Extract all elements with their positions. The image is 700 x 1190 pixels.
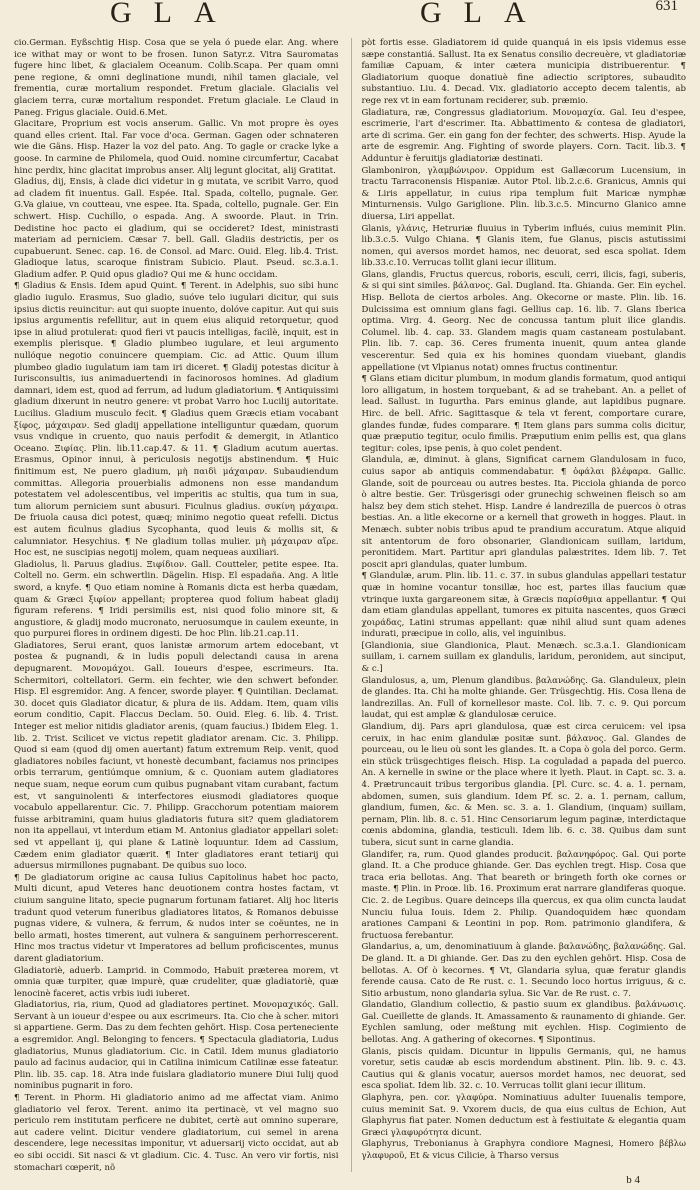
right-column-text: pòt fortis esse. Gladiatorem id quide quanquá in eis ipsis videmus esse sæpe constantiá. Sallust. Ita ex Senatus consilio decreuère, vt gladiatoriæ familiæ Capuam, & inter cætera municipia distribuerentur. ¶ Gladiatorium quoque donatiuè fine adiectio scriptores, subaudito substantiuo. Liu. 4. Decad. Vix. gladiatorio accepto decem talentis, ab rege rex vt in eam fortunam reciderer, sub. præmio. Gladiatura, ræ, Congressus gladiatorium. Μονομαχία. Gal. Ieu d'espee, escrimerie, l'art d'escrimer. Ita. Abbattimento & contesa de gladiatori, arte di scrima. Ger. ein gang fon der fechter, des schwerts. Hisp. Ayude la arte de esgremir. Ang. Fighting of sworde players. Corn. Tacit. lib.3. ¶ Adduntur è feruitijs gladiatoriæ destinati. Glamboniron, γλαμβώνιρον. Oppidum est Gallæcorum Lucensium, in tractu Tarraconensis Hispaniæ. Autor Ptol. lib.2.c.6. Granicus, Amnis qui & Liris appellatur, in cuius ripa templum fuit Maricæ nymphæ Minturnensis. Vulgo Gariglione. Plin. lib.3.c.5. Mincurno Glanico amne diuersa, Liri appellat. Glanis, γλάνις, Hetruriæ fluuius in Tyberim influés, cuius meminit Plin. lib.3.c.5. Vulgo Chiana. ¶ Glanis item, fue Glanus, piscis astutissimi nomen, qui aversos mordet hamos, nec deuorat, sed esca spoliat. Idem lib.33.c.10. Verrucas tollit glani iecur illitum. Glans, glandis, Fructus quercus, roboris, esculi, cerri, ilicis, fagi, suberis, & si qui sint similes. βάλανος. Gal. Dugland. Ita. Ghianda. Ger. Ein eychel. Hisp. Bellota de ciertos arboles. Ang. Okecorne or maste. Plin. lib. 16. Dulcissima est omnium glans fagi. Gellius cap. 16. lib. 7. Glans Iberica optima. Virg. 4. Georg. Nec de concussa tantum pluit ilice glandis. Columel. lib. 4. cap. 33. Glandem magis quam castaneam postulabant. Plin. lib. 7. cap. 36. Ceres frumenta inuenit, quum antea glande vescerentur. Sed quia ex his homines quondam viuebant, glandis appellatione (vt Vlpianus notat) omnes fructus continentur. ¶ Glans etiam dicitur plumbum, in modum glandis formatum, quod antiqui loro alligatum, in hostem torquebant, & ad se trahebant. An. a pellet of lead. Sallust. in Iugurtha. Pars eminus glande, aut lapidibus pugnare. Hirc. de bell. Afric. Sagittasque & tela vt ferent, comportare curare, glandes fundæ, fudes comparare. ¶ Item glans pars summa colis dicitur, quæ præputio tegitur, oculo fimilis. Præputium enim pellis est, qua glans tegitur: coles, ipse penis, à quo colet pendent. Glandula, æ, diminut. à glans, Significat carnem Glandulosam in fuco, cuius sapor ab antiquis commendabatur. ¶ ὀφάλαι βλέφαρα. Gallic. Glande, soit de pourceau ou autres bestes. Ita. Picciola ghianda de porco ò altre bestie. Ger. Trüsgerisgi oder grunechig schweinen fleisch so am halsz bey dem stich stehet. Hisp. Landre é landrezilla de puercos ò otras bestias. An. a litle ekecorne or a kernell that groweth in hogges. Plaut. in Menæch. subter nobis tribus apud te prandium accuratum. Atque aliquid sit antentorum de foro obsonarier, Glandionicam suillam, laridum, peronitidem. Mart. Partitur apri glandulas palæstrites. Idem lib. 7. Tet poscit apri glandulas, quater lumbum. ¶ Glandulæ, arum. Plin. lib. 11. c. 37. in subus glandulas appellari testatur quæ in homine vocantur tonsillæ, hoc est, partes illas faucium quæ vtrinque iuxta gargareonem sitæ, à Græcis παρίσθμια appellantur. ¶ Qui dam etiam glandulas appellant, tumores ex pituita nascentes, quos Græci χοιράδας, Latini strumas appellant: quæ nihil aliud sunt quam adenes indurati, præcipue in collo, alis, vel inguinibus. [Glandionia, siue Glandionica, Plaut. Menæch. sc.3.a.1. Glandionicam suillam, i. carnem suillam ex glandulis, laridum, peronidem, aut sinciput, & c.] Glandulosus, a, um, Plenum glandibus. βαλανώδης. Ga. Glanduleux, plein de glandes. Ita. Chi ha molte ghiande. Ger. Trüsgechtig. His. Cosa llena de landrezillas. An. Full of kornellesor maste. Col. lib. 7. c. 9. Qui porcum laudat, qui est amplæ & glandulosæ ceruice. Glandium, dij. Pars apri glandulosa, quæ est circa ceruicem: vel ipsa ceruix, in hac enim glandulæ positæ sunt. βάλανος. Gal. Glandes de pourceau, ou le lieu où sont les glandes. It. a Copa ò gola del porco. Germ. ein stück trüsgechtiges fleisch. Hisp. La coguladad a papada del puerco. An. A kernelle in swine or the place where it lyeth. Plaut. in Capt. sc. 3. a. 4. Prætruncauit tribus tergoribus glandia. [Pl. Curc. sc. 4. a. 1. pernam, abdomen, sumen, suis glandium. Idem Pf. sc. 2. a. 1. pernam, callum, glandium, fumen, &c. & Men. sc. 3. a. 1. Glandium, (inquam) suillam, pernam, Plin. lib. 8. c. 51. Hinc Censoriarum legum paginæ, interdictaque cœnis abdomina, glandia, testiculi. Idem lib. 6. c. 38. Quibus dam sunt tubera, sicut sunt in carne glandia. Glandifer, ra, rum. Quod glandes producit. βαλανηφόρος. Gal. Qui porte gland. It. a Che produce ghiande. Ger. Das eychlen tregt. Hisp. Cosa que traca eria bellotas. Ang. That beareth or bringeth forth oke cornes or maste. ¶ Plin. in Proœ. lib. 16. Proximum erat narrare glandiferas quoque. Cic. 2. de Legibus. Quare deinceps illa quercus, ex qua olim cuncta laudat Nunciu fulua Iouis. Idem 2. Philip. Quandoquidem hæc quondam arationes Campani & Leontini in pop. Rom. patrimonio glandifera, & fructuosa ferebantur. Glandarius, a, um, denominatiuum à glande. βαλανώδης, βαλανώδης. Gal. De gland. It. a Di ghiande. Ger. Das zu den eychlen gehört. Hisp. Cosa de bellotas. A. Of ò kecornes. ¶ Vt, Glandaria sylua, quæ feratur glandis ferende causa. Cato de Re rust. c. 1. Secundo loco hortus irriguus, & c. Sitio arbustum, nono glandaria sylua. Sic Var. de Re rust. c. 7. Glandatio, Glandium collectio, & pastio suum ex glandibus. βαλάνωσις. Gal. Cueillette de glands. It. Amassamento & raunamento di ghiande. Ger. Eychlen samlung, oder meßtung mit eychlen. Hisp. Cogimiento de bellotas. Ang. A gathering of okecornes. ¶ Sipontinus. Glanis, piscis quidam. Dicuntur in lippulis Germanis, qui, ne hamus voretur, setis caudæ ab escis mordendum abstinent. Plin. lib. 9. c. 43. Cautius qui & glanis vocatur, auersos mordet hamos, nec deuorat, sed esca spoliat. Idem lib. 32. c. 10. Verrucas tollit glani iecur illitum. Glaphyra, pen. cor. γλαφύρα. Nominatiuus adulter Iuuenalis tempore, cuius meminit Sat. 9. Vxorem ducis, de qua eius cultus de Echion, Aut Glaphyrus fiat pater. Nomen deductum est à festiuitate & elegantia quam Græci γλαφυρότητα dicunt. Glaphyrus, Trebonianus à Graphyra condiore Magnesi, Homero βέβλω γλαφυροῦ, Et & vicus Cilicie, à Tharso versus (361, 38, 686, 1161)
left-column-text: cio.German. Eyßschtig Hisp. Cosa que se yela ó puede elar. Ang. where ice withat may or wont to be frosen. Iunon Satyr.z. Vitra Sauromatas fugere hinc libet, & glacialem Oceanum. Colib.Scapa. Per quam omni pene regione, & omni deglinatione mundi, nihil tamen glaciale, vel frementia, curæ mortalium respondet. Fretum glaciale. Glacialis vel glaciem terra, curæ mortalium respondet. Fretum glaciale. Le Claud in Paneg. Frigus glaciale. Ouid.6.Met. Glacitare, Proprium est vocis anserum. Gallic. Vn mot propre ès oyes quand elles crient. Ital. Far voce d'oca. German. Gagen oder schnateren wie die Gäns. Hisp. Hazer la voz del pato. Ang. To gagle or cracke lyke a goose. In carmine de Philomela, quod Ouid. nomine circumfertur, Cacabat hinc perdix, hinc glacitat improbus anser. Alij legunt glocitat, alij Gratitat. Gladius, dij, Ensis, à clade dici videtur in g mutata, ve scribit Varro, quod ad cladem fit inuentus. Gall. Espée. Ital. Spada, coltello, pugnale. Ger. G.Va glaiue, vn coutteau, vne espee. Ita. Spada, coltello, pugnale. Ger. Ein schwert. Hisp. Cuchillo, o espada. Ang. A swoorde. Plaut. in Trin. Dedistine hoc pacto ei gladium, qui se occideret? Idest, ministrasti materiam ad perniciem. Cæsar 7. bell. Gall. Gladiis destrictis, per os cupabuerunt. Senec. cap. 16. de Consol. ad Marc. Ouid. Eleg. lib.4. Trist. Gladioque latus, scaroque finistram Subicio. Plaut. Pseud. sc.3.a.1. Gladium adfer. P. Quid opus gladio? Qui me & hunc occidam. ¶ Gladius & Ensis. Idem apud Quint. ¶ Terent. in Adelphis, suo sibi hunc gladio iugulo. Erasmus, Suo gladio, suóve telo iugulari dicitur, qui suis ipsius dictis reuincitur: aut qui suopte inuento, dolóve capitur. Aut qui suis ipsius argumentis refellitur, aut in quem eius aliquid retorquetur, quod ipse in aliud protulerat: quod fieri vt paucis intelligas, facilè, inquit, est in exemplis plerisque. ¶ Gladio plumbeo iugulare, et leui argumento nullóque negotio conuincere quempiam. Cic. ad Attic. Quum illum plumbeo gladio iugulatum iam tam iri diceret. ¶ Gladij potestas dicitur à Iurisconsultis, ius animaduertendi in facinorosos homines. Ad gladium damnari, idem est, quod ad ferrum, ad ludum gladiatorium. ¶ Antiquissimi gladium dixerunt in neutro genere: vt probat Varro hoc Lucilij autoritate. Lucilius. Gladium musculo fecit. ¶ Gladius quem Græcis etiam vocabant ξίφος, μάχαιραν. Sed gladij appellatione intelliguntur quædam, quorum vsus vndique in cruento, quo nauis perfodit & demergit, in Atlantico Oceano. Ξιφίας. Plin. lib.11.cap.47. & 11. ¶ Gladium acutum auertas. Erasmus, Opinor innui, à periculosis negotijs abstinendum. ¶ Huic finitimum est, Ne puero gladium, μὴ παιδὶ μάχαιραν. Subaudiendum committas. Allegoria prouerbialis admonens non esse mandandum potestatem vel adolescentibus, vel imperitis ac stultis, qua tum in sua, tum aliorum perniciem sunt abusuri. Ficulnus gladius. συκίνη μάχαιρα. De friuola causa dici potest, quæq; minimo negotio queat refelli. Dictus est autem ficulnus gladius Sycophanta, quod leuis & mollis sit, & calumniator. Hesychius. ¶ Ne gladium tollas mulier. μὴ μάχαιραν αἴρε. Hoc est, ne suscipias negotij molem, quam nequeas auxiliari. Gladiolus, li. Paruus gladius. Ξιφίδιον. Gall. Coutteler, petite espee. Ita. Coltell no. Germ. ein schwertlin. Dägelin. Hisp. El espadaña. Ang. A litle sword, a knyfe. ¶ Quo etiam nomine à Romanis dicta est herba quædam, quam & Græci ξιφίον appellant; propterea quod folium habeat gladij figuram referens. ¶ Iridi persimilis est, nisi quod folio minore sit, & angustiore, & gladij modo mucronato, neruosumque in caulem exeunte, in quo purpurei flores in ordinem digesti. De hoc Plin. lib.21.cap.11. Gladiatores, Serui erant, quos lanistæ armorum artem edocebant, vt postea & pugnandi, & in ludis populi delectandi causa in arena depugnarent. Μονομάχοι. Gall. Ioueurs d'espee, escrimeurs. Ita. Schermitori, coltellatori. Germ. ein fechter, wie den schwert befonder. Hisp. El esgremidor. Ang. A fencer, sworde player. ¶ Quintilian. Declamat. 30. docet quis Gladiator dicatur, & plura de iis. Addam. Item, quam vilis eorum conditio, Capit. Flaccus Declam. 50. Ouid. Eleg. 6. lib. 4. Trist. Integer est melior nitidis gladiator arenis, (quam faucius.) Ibidem Eleg. 1. lib. 2. Trist. Scilicet ve victus repetit gladiator arenam. Cic. 3. Philipp. Quod si eam (quod dij omen auertant) fatum extremum Reip. venit, quod gladiatores nobiles faciunt, vt honestè decumbant, faciamus nos principes orbis terrarum, gentiúmque omnium, & c. Quoniam autem gladiatores neque suam, neque eorum cum quibus pugnabant vitam curabant, factum est, vt sanguinolenti & interfectores eiusmodi gladiatores quoque vocabulo appellarentur. Cic. 7. Philipp. Gracchorum potentiam maiorem fuisse arbitramini, quam huius gladiatoris futura sit? quem gladiatorem non ita appellaui, vt interdum etiam M. Antonius gladiator appellari solet: sed vt appellant ij, qui plane & Latinè loquuntur. Idem ad Cassium, Cædem enim gladiator quærit. ¶ Inter gladiatores erant tetiarij qui aduersus mirmillones pugnabant. De quibus suo loco. ¶ De gladiatorum origine ac causa Iulius Capitolinus habet hoc pacto, Multi dicunt, apud Veteres hanc deuotionem contra hostes factam, vt ciuium sanguine litato, specie pugnarum fortunam fatiaret. Alij hoc literis tradunt quod veterum funeribus gladiatores litatos, & Romanos debuisse pugnas videre, & vulnera, & ferrum, & nudos inter se coëuntes, ne in bello armati, hostes timerent, aut vulnera & sanguinem perhorrescerent. Hinc mos tractus videtur vt Imperatores ad bellum proficiscentes, munus darent gladiatorium. Gladiatoriè, aduerb. Lamprid. in Commodo, Habuit præterea morem, vt omnia quæ turpiter, quæ impurè, quæ crudeliter, quæ gladiatoriè, quæ lenocinè faceret, actis vrbis iudi iuberet. Gladiatorius, ria, rium, Quod ad gladiatores pertinet. Μονομαχικός. Gall. Servant à un ioueur d'espee ou aux escrimeurs. Ita. Cio che à scher. mitori si appartiene. Germ. Das zu dem fechten gehört. Hisp. Cosa perteneciente a esgremidor. Angl. Belonging to fencers. ¶ Spectacula gladiatoria, Ludus gladiatorius, Munus gladiatorium. Cic. in Catil. Idem munus gladiatorio paulo ad facinus audacior, qui in Catilina inimicum Catilinæ esse fateatur. Plin. lib. 35. cap. 18. Atra inde fuislara gladiatorio munere Diui Iulij quod nominibus pugnarit in foro. ¶ Terent. in Phorm. Hi gladiatorio animo ad me affectat viam. Animo gladiatorio vel ferox. Terent. animo ita pertinacè, vt vel magno suo periculo rem institutam perficere ne dubitet, certè aut omnino superare, aut cadere velint. Dicitur vendere gladiatorium, cui semel in arena descendere, lege necessitas imponitur, vt aduersarij victo occidat, aut ab eo sibi occidi. Sit nasci & vt gladium. Cic. 4. Tusc. An vero vir fortis, nisi stomachari cœperit, nõ (14, 38, 339, 1172)
signature-mark: b 4 (626, 1174, 640, 1186)
header-guide-word-right: GLA (420, 0, 548, 29)
header-guide-word-left: GLA (110, 0, 238, 29)
right-column (351, 38, 687, 1172)
page-number: 631 (655, 0, 678, 14)
page-header (14, 0, 686, 40)
text-columns (14, 38, 686, 1172)
left-column (14, 38, 339, 1172)
